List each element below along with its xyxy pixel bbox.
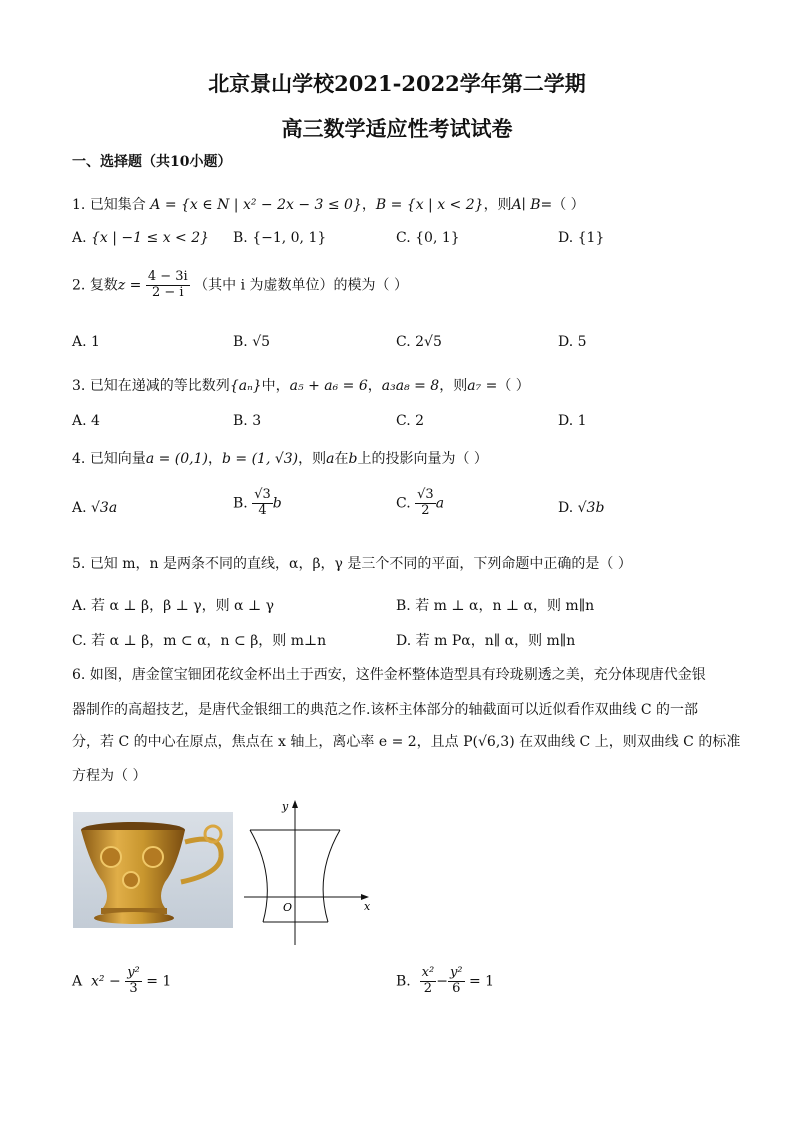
q2-stem-a: 复数 <box>89 277 118 294</box>
q3-stem-b: 中， <box>261 378 290 394</box>
q4-a: a <box>326 451 335 467</box>
q6-option-b-minus: − <box>436 973 448 990</box>
cup-flower-2 <box>143 847 163 867</box>
q2-stem-b: （其中 i 为虚数单位）的模为（ ） <box>194 277 408 294</box>
q5-option-d-label: D. <box>396 633 412 649</box>
q3-cond-2: a₃a₈ = 8 <box>381 378 440 394</box>
hyperbola-left-branch <box>250 830 267 922</box>
q4-option-c-label: C. <box>396 495 411 512</box>
q6-option-b[interactable] <box>396 966 494 997</box>
q3-option-d[interactable] <box>558 413 587 429</box>
q2-option-c[interactable] <box>396 334 442 350</box>
q1-option-a-label: A. <box>72 230 87 246</box>
q2-option-c-text: 2√5 <box>415 334 442 350</box>
q4-number: 4. <box>72 451 86 467</box>
q5-option-b[interactable] <box>396 595 594 615</box>
q4-option-c-den: 2 <box>421 502 430 518</box>
q2-option-b-label: B. <box>233 334 248 350</box>
cup-handle <box>181 839 221 882</box>
q6-option-a-num: y² <box>127 965 140 980</box>
q3-stem-c: ，则 <box>439 378 468 394</box>
question-3 <box>72 375 530 395</box>
q3-cond-1: a₅ + a₆ = 6 <box>289 378 368 394</box>
hyperbola-diagram <box>238 797 378 947</box>
question-2 <box>72 270 408 301</box>
x-axis-label: x <box>364 900 371 913</box>
q5-stem: 已知 m，n 是两条不同的直线，α，β，γ 是三个不同的平面，下列命题中正确的是（ ） <box>89 556 632 572</box>
q2-option-a-label: A. <box>72 334 87 350</box>
q6-option-b-fraction-2 <box>448 966 465 997</box>
q4-option-b[interactable] <box>233 488 282 519</box>
q4-sep: ， <box>207 451 222 467</box>
q1-set-b: B = {x | x < 2} <box>375 197 484 213</box>
q5-option-a-text: 若 α ⊥ β，β ⊥ γ，则 α ⊥ γ <box>91 598 274 614</box>
q4-option-d-label: D. <box>558 500 574 516</box>
q3-option-a-text: 4 <box>91 413 100 429</box>
q4-option-a-text: √3a <box>91 500 118 516</box>
q1-stem-b: ，则 <box>483 197 512 213</box>
q3-option-b[interactable] <box>233 413 261 429</box>
q1-option-c-label: C. <box>396 230 411 246</box>
q1-option-c-text: {0, 1} <box>415 230 460 246</box>
q3-option-d-label: D. <box>558 413 574 429</box>
q3-stem-d: （ ） <box>497 378 530 394</box>
q6-option-a-fraction <box>125 966 142 997</box>
origin-label: O <box>283 901 293 914</box>
gold-cup-photo <box>73 812 233 928</box>
q3-target: a₇ = <box>467 378 498 394</box>
y-axis-label: y <box>282 800 289 813</box>
q5-option-a-label: A. <box>72 598 87 614</box>
q4-stem-d: 上的投影向量为（ ） <box>357 451 488 467</box>
q1-option-a-text: {x | −1 ≤ x < 2} <box>91 230 210 246</box>
q6-option-b-den2: 6 <box>452 980 461 996</box>
hyperbola-svg <box>238 797 378 947</box>
q6-line-3: 分，若 C 的中心在原点，焦点在 x 轴上，离心率 e = 2，且点 P(√6,3) 在双曲线 C 上，则双曲线 C 的标准 <box>72 734 741 750</box>
q2-option-d-text: 5 <box>577 334 587 350</box>
q4-option-c-fraction <box>415 488 436 519</box>
q3-number: 3. <box>72 378 86 394</box>
q2-option-a[interactable] <box>72 334 100 350</box>
q5-option-d[interactable] <box>396 630 575 650</box>
q4-option-b-fraction <box>252 488 273 519</box>
q3-option-a[interactable] <box>72 413 100 429</box>
q6-option-a[interactable] <box>72 966 171 997</box>
q4-option-a-label: A. <box>72 500 87 516</box>
q3-stem-a: 已知在递减的等比数列 <box>89 378 230 394</box>
q3-option-c[interactable] <box>396 413 424 429</box>
q4-vector-a: a = (0,1) <box>145 451 208 467</box>
q2-option-d[interactable] <box>558 334 587 350</box>
y-axis-arrow <box>292 800 298 808</box>
q4-option-b-label: B. <box>233 495 248 512</box>
q5-option-c-label: C. <box>72 633 87 649</box>
q2-numerator: 4 − 3i <box>147 269 188 284</box>
q3-option-b-text: 3 <box>252 413 262 429</box>
q4-stem-b: ，则 <box>298 451 327 467</box>
q1-option-d[interactable] <box>558 230 604 246</box>
cup-flower-3 <box>123 872 139 888</box>
q1-option-b[interactable] <box>233 230 326 246</box>
q4-stem-c: 在 <box>334 451 349 467</box>
q3-option-b-label: B. <box>233 413 248 429</box>
hyperbola-right-branch <box>323 830 340 922</box>
q6-line-2: 器制作的高超技艺，是唐代金银细工的典范之作.该杯主体部分的轴截面可以近似看作双曲线 C 的一部 <box>72 702 699 718</box>
cup-body <box>81 830 185 908</box>
q6-option-a-post: = 1 <box>146 973 172 990</box>
q2-denominator: 2 − i <box>151 284 184 300</box>
exam-title-line2: 高三数学适应性考试试卷 <box>281 116 513 141</box>
q6-option-b-label: B. <box>396 973 411 990</box>
q1-option-c[interactable] <box>396 230 460 246</box>
q6-option-b-num1: x² <box>421 965 435 980</box>
cup-flower-1 <box>101 847 121 867</box>
q1-stem-c: =（ ） <box>540 197 585 213</box>
q1-option-b-text: {−1, 0, 1} <box>252 230 327 246</box>
q4-option-a[interactable] <box>72 500 117 516</box>
q6-line-4: 方程为（ ） <box>72 768 147 784</box>
q1-option-d-text: {1} <box>577 230 605 246</box>
q6-option-b-post: = 1 <box>468 973 495 990</box>
q1-number: 1. <box>72 197 86 213</box>
q4-vector-b: b = (1, √3) <box>221 451 299 467</box>
q3-option-c-text: 2 <box>415 413 425 429</box>
q1-expr: A∣ B <box>511 197 541 213</box>
question-5 <box>72 553 632 573</box>
q3-option-a-label: A. <box>72 413 87 429</box>
question-1 <box>72 194 585 214</box>
q1-set-a: A = {x ∈ N | x² − 2x − 3 ≤ 0} <box>150 197 362 213</box>
q4-option-d-text: √3b <box>577 500 605 516</box>
q2-option-d-label: D. <box>558 334 574 350</box>
q4-option-d[interactable] <box>558 500 604 516</box>
q5-number: 5. <box>72 556 86 572</box>
q6-option-b-den1: 2 <box>423 980 433 996</box>
q6-line-1: 6. 如图，唐金筐宝钿团花纹金杯出土于西安，这件金杯整体造型具有玲珑剔透之美，充分体现唐代金银 <box>72 667 706 683</box>
exam-title-line1: 北京景山学校2021-2022学年第二学期 <box>208 71 586 96</box>
q4-option-b-var: b <box>272 495 282 512</box>
q6-option-a-den: 3 <box>129 980 138 996</box>
q6-option-a-pre: x² − <box>91 973 121 990</box>
q2-number: 2. <box>72 277 86 294</box>
cup-foot <box>94 912 174 924</box>
section-heading: 一、选择题（共10小题） <box>72 154 232 170</box>
q1-stem-a: 已知集合 <box>89 197 146 213</box>
q4-option-b-den: 4 <box>258 502 267 518</box>
q5-option-b-label: B. <box>396 598 411 614</box>
q5-option-c-text: 若 α ⊥ β，m ⊂ α，n ⊂ β，则 m⊥n <box>91 633 327 649</box>
q2-option-a-text: 1 <box>91 334 100 350</box>
q1-option-a[interactable] <box>72 230 209 246</box>
q4-option-c-var: a <box>435 495 445 512</box>
q5-option-d-text: 若 m Pα，n∥ α，则 m∥n <box>415 633 576 649</box>
q6-option-a-label: A <box>72 973 83 990</box>
q4-option-b-num: √3 <box>254 487 271 502</box>
q4-stem-a: 已知向量 <box>89 451 146 467</box>
q3-seq: {aₙ} <box>229 378 262 394</box>
q4-option-c[interactable] <box>396 488 444 519</box>
q1-option-d-label: D. <box>558 230 574 246</box>
q2-z-eq: z = <box>117 277 142 294</box>
q4-b: b <box>348 451 358 467</box>
q6-option-b-fraction-1 <box>420 966 437 997</box>
q2-option-b[interactable] <box>233 334 270 350</box>
q2-option-c-label: C. <box>396 334 411 350</box>
q5-option-b-text: 若 m ⊥ α，n ⊥ α，则 m∥n <box>415 598 595 614</box>
q3-option-d-text: 1 <box>577 413 587 429</box>
q4-option-c-num: √3 <box>417 487 434 502</box>
q5-option-a[interactable] <box>72 595 274 615</box>
question-4 <box>72 448 488 468</box>
q5-option-c[interactable] <box>72 630 326 650</box>
q2-fraction <box>146 270 190 301</box>
gold-cup-illustration <box>73 812 233 928</box>
q2-option-b-text: √5 <box>252 334 271 350</box>
q3-option-c-label: C. <box>396 413 411 429</box>
q3-sep: ， <box>367 378 382 394</box>
q1-option-b-label: B. <box>233 230 248 246</box>
q1-comma: ， <box>361 197 376 213</box>
q6-option-b-num2: y² <box>449 965 463 980</box>
